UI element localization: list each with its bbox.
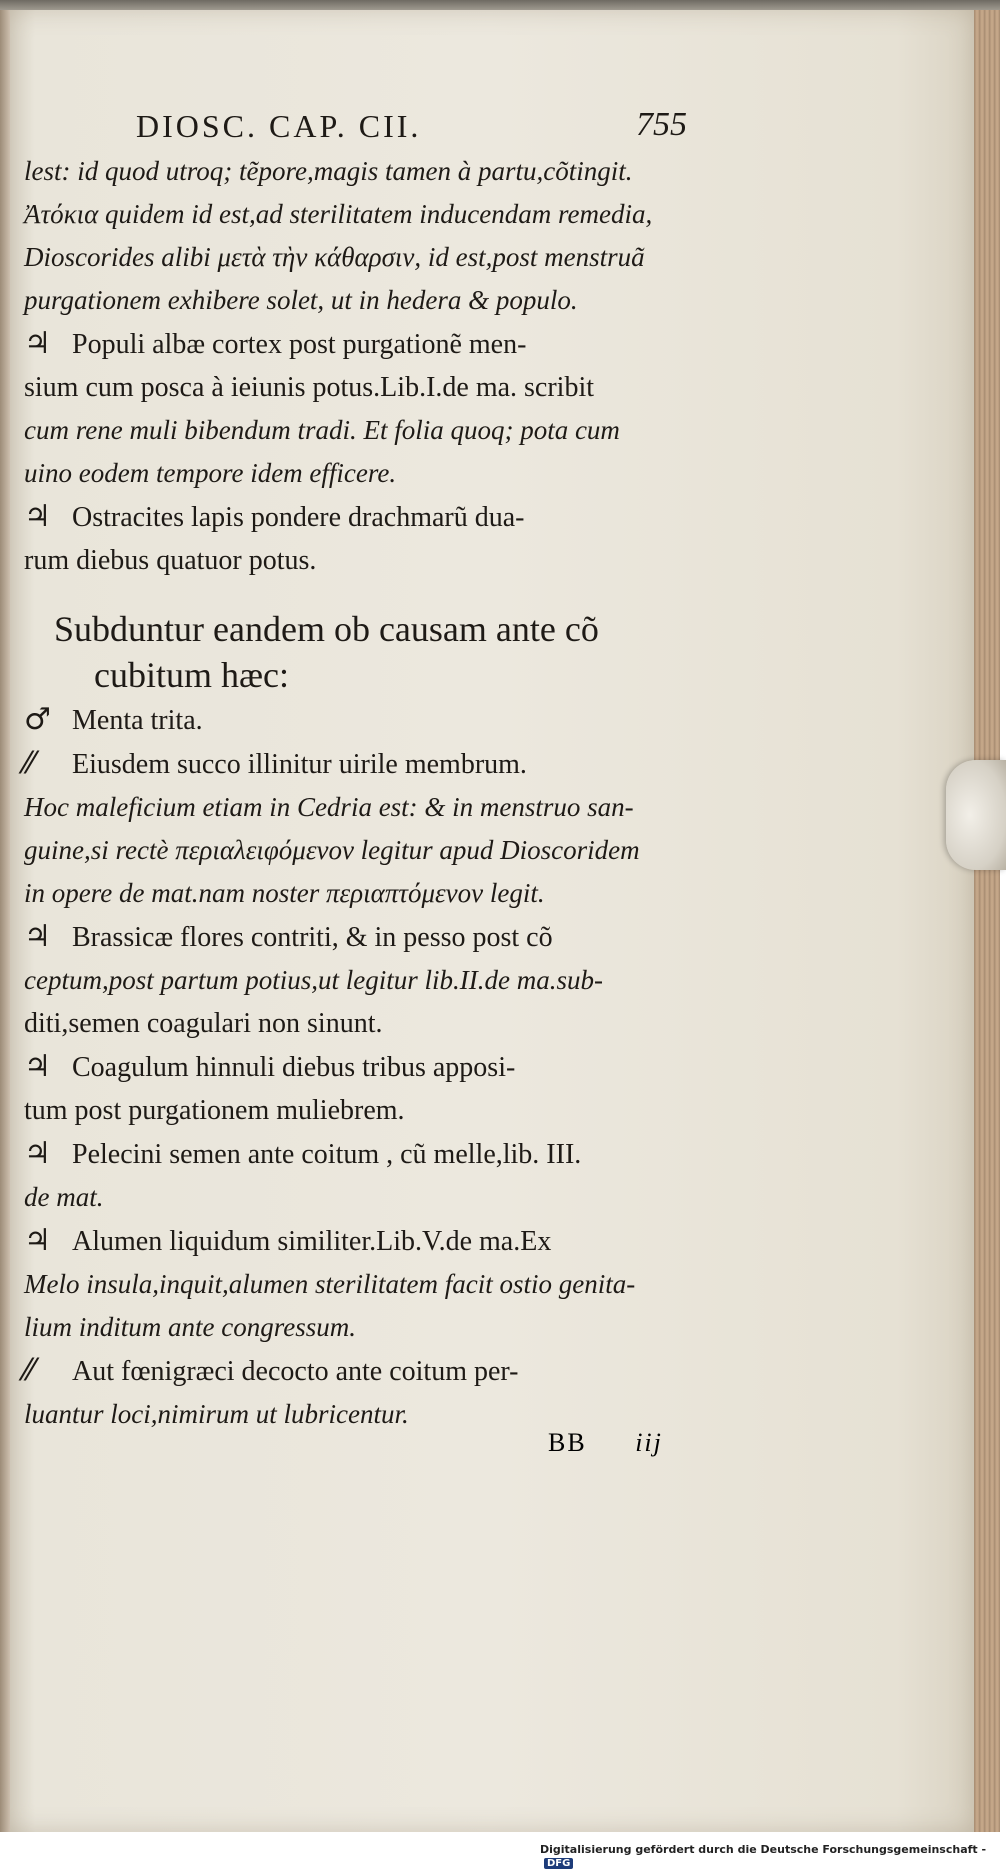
- text-line: [24, 1349, 754, 1393]
- text-line-content: Ἀτόκια quidem id est,ad sterilitatem inducendam remedia,: [24, 199, 653, 229]
- text-line-content: luantur loci,nimirum ut lubricentur.: [24, 1399, 409, 1429]
- text-line-content: ceptum,post partum potius,ut legitur lib.II.de ma.sub-: [24, 965, 603, 995]
- page-number: 755: [636, 106, 687, 143]
- paragraph-mark-icon: ⁄⁄: [24, 746, 35, 781]
- text-line: [24, 1132, 754, 1176]
- text-line: [24, 1263, 754, 1306]
- text-line: [24, 915, 754, 959]
- text-line: [24, 1219, 754, 1263]
- text-line-content: Melo insula,inquit,alumen sterilitatem facit ostio genita-: [24, 1269, 636, 1299]
- text-line-content: Alumen liquidum similiter.Lib.V.de ma.Ex: [72, 1226, 552, 1257]
- text-line: [24, 322, 754, 366]
- text-line-content: Ostracites lapis pondere drachmarũ dua-: [72, 502, 525, 533]
- text-line-content: de mat.: [24, 1182, 104, 1212]
- section-heading-line-1: Subduntur eandem ob causam ante cõ: [54, 609, 599, 649]
- text-line: [24, 742, 754, 786]
- text-line-content: uino eodem tempore idem efficere.: [24, 458, 397, 488]
- text-line: [24, 1089, 754, 1132]
- text-line: [24, 279, 754, 322]
- text-line: [24, 1176, 754, 1219]
- page-clasp: [946, 760, 1006, 870]
- page-left-edge: [0, 10, 10, 1832]
- text-line-content: Hoc maleficium etiam in Cedria est: & in menstruo san-: [24, 792, 634, 822]
- text-line-content: Populi albæ cortex post purgationẽ men-: [72, 329, 527, 360]
- text-line-content: Menta trita.: [72, 705, 203, 736]
- text-line: [24, 786, 754, 829]
- footer-text: Digitalisierung gefördert durch die Deutsche Forschungsgemeinschaft -: [540, 1843, 987, 1856]
- paragraph-mark-icon: ♃: [24, 326, 51, 361]
- page-fore-edge: [974, 10, 1000, 1832]
- paragraph-mark-icon: ♃: [24, 1223, 51, 1258]
- text-block: [24, 100, 754, 1436]
- paragraph-mark-icon: ♃: [24, 1049, 51, 1084]
- text-lines-lower: [24, 698, 754, 1436]
- section-heading: [24, 606, 754, 698]
- text-line: [24, 872, 754, 915]
- text-line-content: diti,semen coagulari non sinunt.: [24, 1008, 383, 1039]
- paragraph-mark-icon: ♃: [24, 919, 51, 954]
- text-line-content: Coagulum hinnuli diebus tribus apposi-: [72, 1052, 516, 1083]
- text-line: [24, 698, 754, 742]
- text-line-content: Aut fœnigræci decocto ante coitum per-: [72, 1356, 519, 1387]
- text-line-content: rum diebus quatuor potus.: [24, 545, 317, 576]
- text-lines-upper: [24, 150, 754, 582]
- running-head-title: DIOSC. CAP. CII.: [136, 108, 422, 144]
- signature-letters: BB: [548, 1428, 587, 1457]
- text-line: [24, 150, 754, 193]
- text-line-content: guine,si rectè περιαλειφόμενον legitur apud Dioscoridem: [24, 835, 640, 865]
- text-line: [24, 829, 754, 872]
- text-line-content: tum post purgationem muliebrem.: [24, 1095, 405, 1126]
- text-line: [24, 366, 754, 409]
- text-line-content: purgationem exhibere solet, ut in hedera & populo.: [24, 285, 578, 315]
- paragraph-mark-icon: ♂: [24, 702, 51, 737]
- text-line: [24, 539, 754, 582]
- text-line-content: lest: id quod utroq; tẽpore,magis tamen à partu,cõtingit.: [24, 156, 633, 186]
- text-line: [24, 1045, 754, 1089]
- text-line: [24, 959, 754, 1002]
- text-line-content: Brassicæ flores contriti, & in pesso post cõ: [72, 922, 553, 953]
- text-line-content: cum rene muli bibendum tradi. Et folia quoq; pota cum: [24, 415, 620, 445]
- text-line: [24, 1002, 754, 1045]
- signature-mark: [548, 1428, 663, 1458]
- text-line: [24, 495, 754, 539]
- paragraph-mark-icon: ♃: [24, 499, 51, 534]
- text-line: [24, 236, 754, 279]
- text-line-content: Pelecini semen ante coitum , cũ melle,lib. III.: [72, 1139, 582, 1170]
- text-line-content: sium cum posca à ieiunis potus.Lib.I.de ma. scribit: [24, 372, 595, 403]
- text-line: [24, 409, 754, 452]
- text-line-content: Dioscorides alibi μετὰ τὴν κάθαρσιν, id est,post menstruã: [24, 242, 645, 272]
- text-line-content: in opere de mat.nam noster περιαπτόμενον legit.: [24, 878, 545, 908]
- section-heading-line-2: cubitum hæc:: [94, 655, 289, 695]
- dfg-logo-icon: DFG: [544, 1858, 573, 1869]
- running-head: [24, 100, 754, 150]
- text-line-content: Eiusdem succo illinitur uirile membrum.: [72, 749, 527, 780]
- paragraph-mark-icon: ⁄⁄: [24, 1353, 35, 1388]
- text-line: [24, 193, 754, 236]
- signature-number: iij: [635, 1428, 663, 1457]
- text-line: [24, 452, 754, 495]
- paragraph-mark-icon: ♃: [24, 1136, 51, 1171]
- text-line: [24, 1306, 754, 1349]
- text-line-content: lium inditum ante congressum.: [24, 1312, 356, 1342]
- digitization-footer: [540, 1843, 1000, 1869]
